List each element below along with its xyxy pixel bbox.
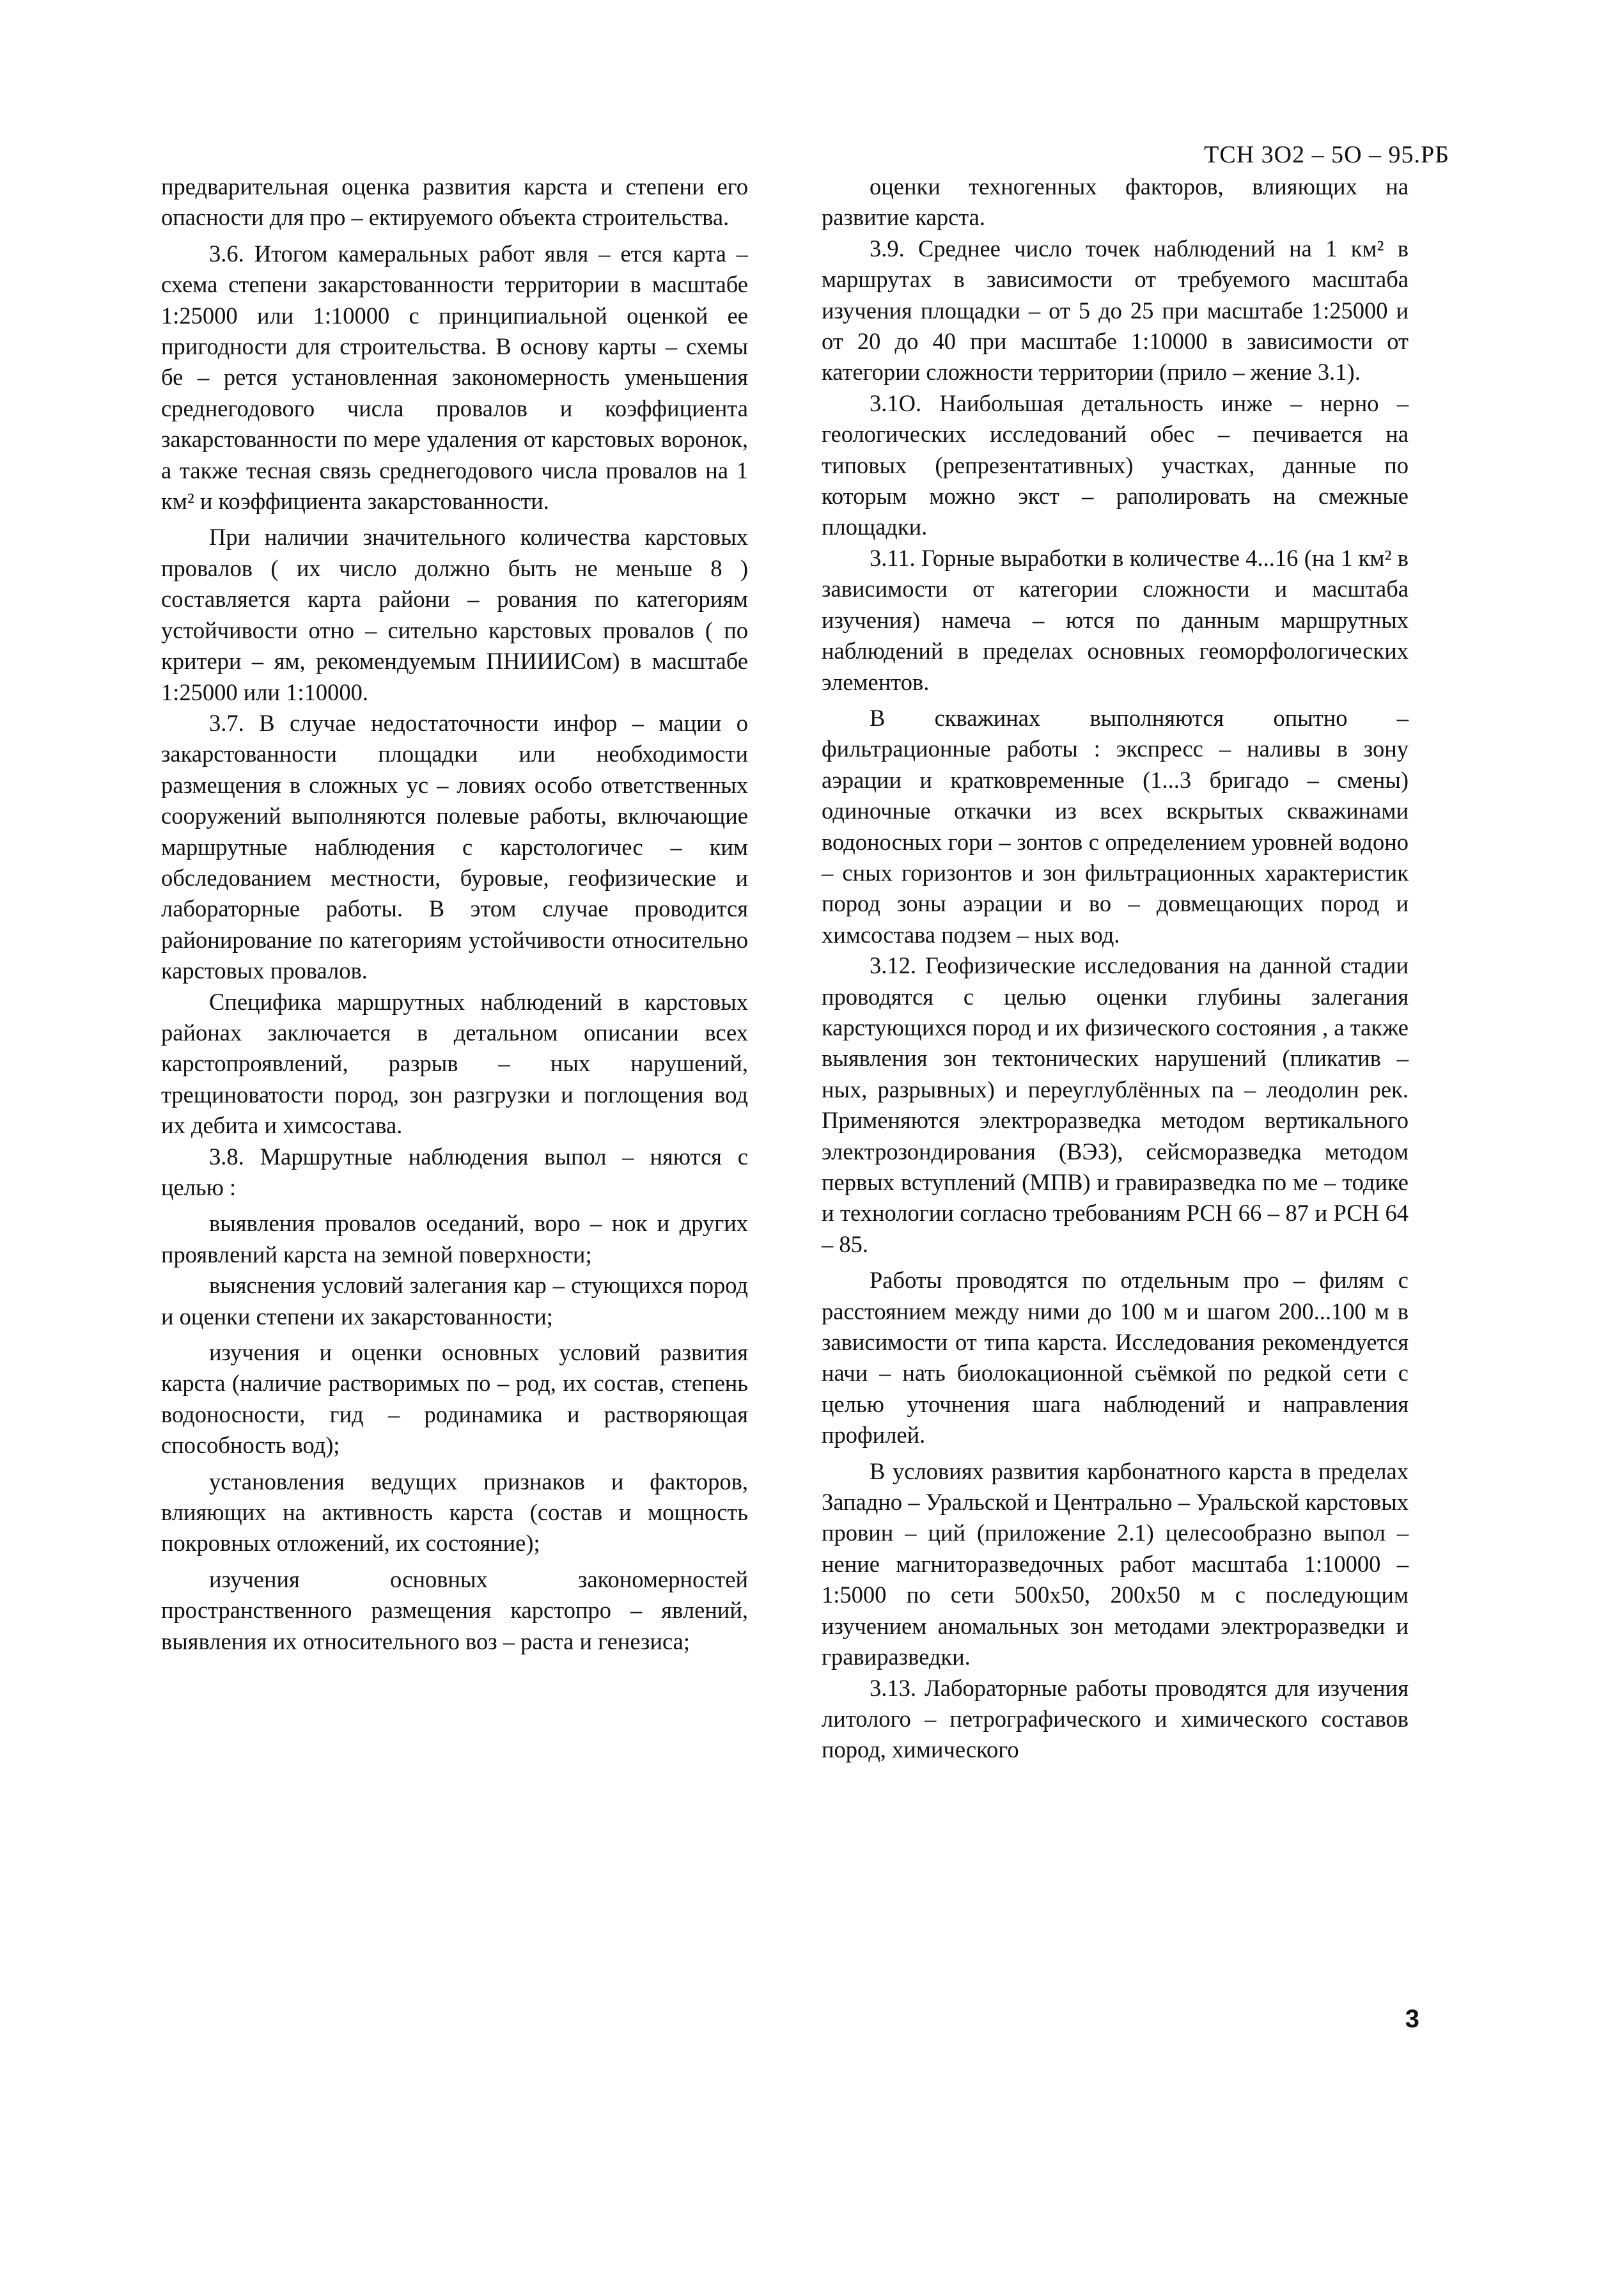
paragraph: При наличии значительного количества карстовых провалов ( их число должно быть не меньше 8 ) составляется карта райони – рования по категориям устойчивости отно – сительно карстовых провалов ( по критери – ям, рекомендуемым ПНИИИСом) в масштабе 1:25000 или 1:10000. [161,524,748,705]
paragraph: 3.8. Маршрутные наблюдения выпол – няются с целью : [161,1143,748,1200]
paragraph: В скважинах выполняются опытно – фильтрационные работы : экспресс – наливы в зону аэрации и кратковременные (1...3 бригадо – смены) одиночные откачки из всех вскрытых скважинами водоносных гори – зонтов с определением уровней водоно – сных горизонтов и зон фильтрационных характеристик пород зоны аэрации и во – довмещающих пород и химсостава подзем – ных вод. [822,704,1409,948]
paragraph: 3.13. Лабораторные работы проводятся для изучения литолого – петрографического и химического составов пород, химического [822,1674,1409,1763]
list-item: оценки техногенных факторов, влияющих на развитие карста. [822,173,1409,231]
paragraph: 3.12. Геофизические исследования на данной стадии проводятся с целью оценки глубины залегания карстующихся пород и их физического состояния , а также выявления зон тектонических нарушений (пликатив – ных, разрывных) и переуглублённых па – леодолин рек. Применяются электроразведка методом вертикального электрозондирования (ВЭЗ), сейсморазведка методом первых вступлений (МПВ) и гравиразведка по ме – тодике и технологии согласно требованиям РСН 66 – 87 и РСН 64 – 85. [822,952,1409,1257]
paragraph: Работы проводятся по отдельным про – филям с расстоянием между ними до 100 м и шагом 200...100 м в зависимости от типа карста. Исследования рекомендуется начи – нать биолокационной съёмкой по редкой сети с целью уточнения шага наблюдений и направления профилей. [822,1267,1409,1449]
paragraph: 3.9. Среднее число точек наблюдений на 1 км² в маршрутах в зависимости от требуемого масштаба изучения площадки – от 5 до 25 при масштабе 1:25000 и от 20 до 40 при масштабе 1:10000 в зависимости от категории сложности территории (прило – жение 3.1). [822,235,1409,386]
list-item: изучения основных закономерностей пространственного размещения карстопро – явлений, выявления их относительного воз – раста и генезиса; [161,1566,748,1654]
document-code-header: ТСН 3О2 – 5О – 95.РБ [1204,141,1449,168]
paragraph: 3.6. Итогом камеральных работ явля – ется карта – схема степени закарстованности территории в масштабе 1:25000 или 1:10000 с принципиальной оценкой ее пригодности для строительства. В основу карты – схемы бе – рется установленная закономерность уменьшения среднегодового числа провалов и коэффициента закарстованности по мере удаления от карстовых воронок, а также тесная связь среднегодового числа провалов на 1 км² и коэффициента закарстованности. [161,240,748,515]
list-item: выявления провалов оседаний, воро – нок и других проявлений карста на земной поверхности; [161,1210,748,1268]
paragraph: 3.11. Горные выработки в количестве 4...16 (на 1 км² в зависимости от категории сложности и масштаба изучения) намеча – ются по данным маршрутных наблюдений в пределах основных геоморфологических элементов. [822,544,1409,695]
paragraph: предварительная оценка развития карста и степени его опасности для про – ектируемого объекта строительства. [161,173,748,231]
paragraph: В условиях развития карбонатного карста в пределах Западно – Уральской и Центрально – Уральской карстовых провин – ций (приложение 2.1) целесообразно выпол – нение магниторазведочных работ масштаба 1:10000 – 1:5000 по сети 500х50, 200х50 м с последующим изучением аномальных зон методами электроразведки и гравиразведки. [822,1457,1409,1670]
paragraph: 3.1О. Наибольшая детальность инже – нерно – геологических исследований обес – печивается на типовых (репрезентативных) участках, данные по которым можно экст – раполировать на смежные площадки. [822,389,1409,540]
paragraph: Специфика маршрутных наблюдений в карстовых районах заключается в детальном описании всех карстопроявлений, разрыв – ных нарушений, трещиноватости пород, зон разгрузки и поглощения вод их дебита и химсостава. [161,988,748,1139]
page-number: 3 [1405,2005,1419,2033]
left-text-column [161,171,748,1657]
list-item: изучения и оценки основных условий развития карста (наличие растворимых по – род, их состав, степень водоносности, гид – родинамика и растворяющая способность вод); [161,1339,748,1459]
paragraph: 3.7. В случае недостаточности инфор – мации о закарстованности площадки или необходимости размещения в сложных ус – ловиях особо ответственных сооружений выполняются полевые работы, включающие маршрутные наблюдения с карстологичес – ким обследованием местности, буровые, геофизические и лабораторные работы. В этом случае проводится районирование по категориям устойчивости относительно карстовых провалов. [161,709,748,984]
list-item: установления ведущих признаков и факторов, влияющих на активность карста (состав и мощность покровных отложений, их состояние); [161,1468,748,1557]
right-text-column [822,171,1409,1766]
list-item: выяснения условий залегания кар – стующихся пород и оценки степени их закарстованности; [161,1272,748,1330]
